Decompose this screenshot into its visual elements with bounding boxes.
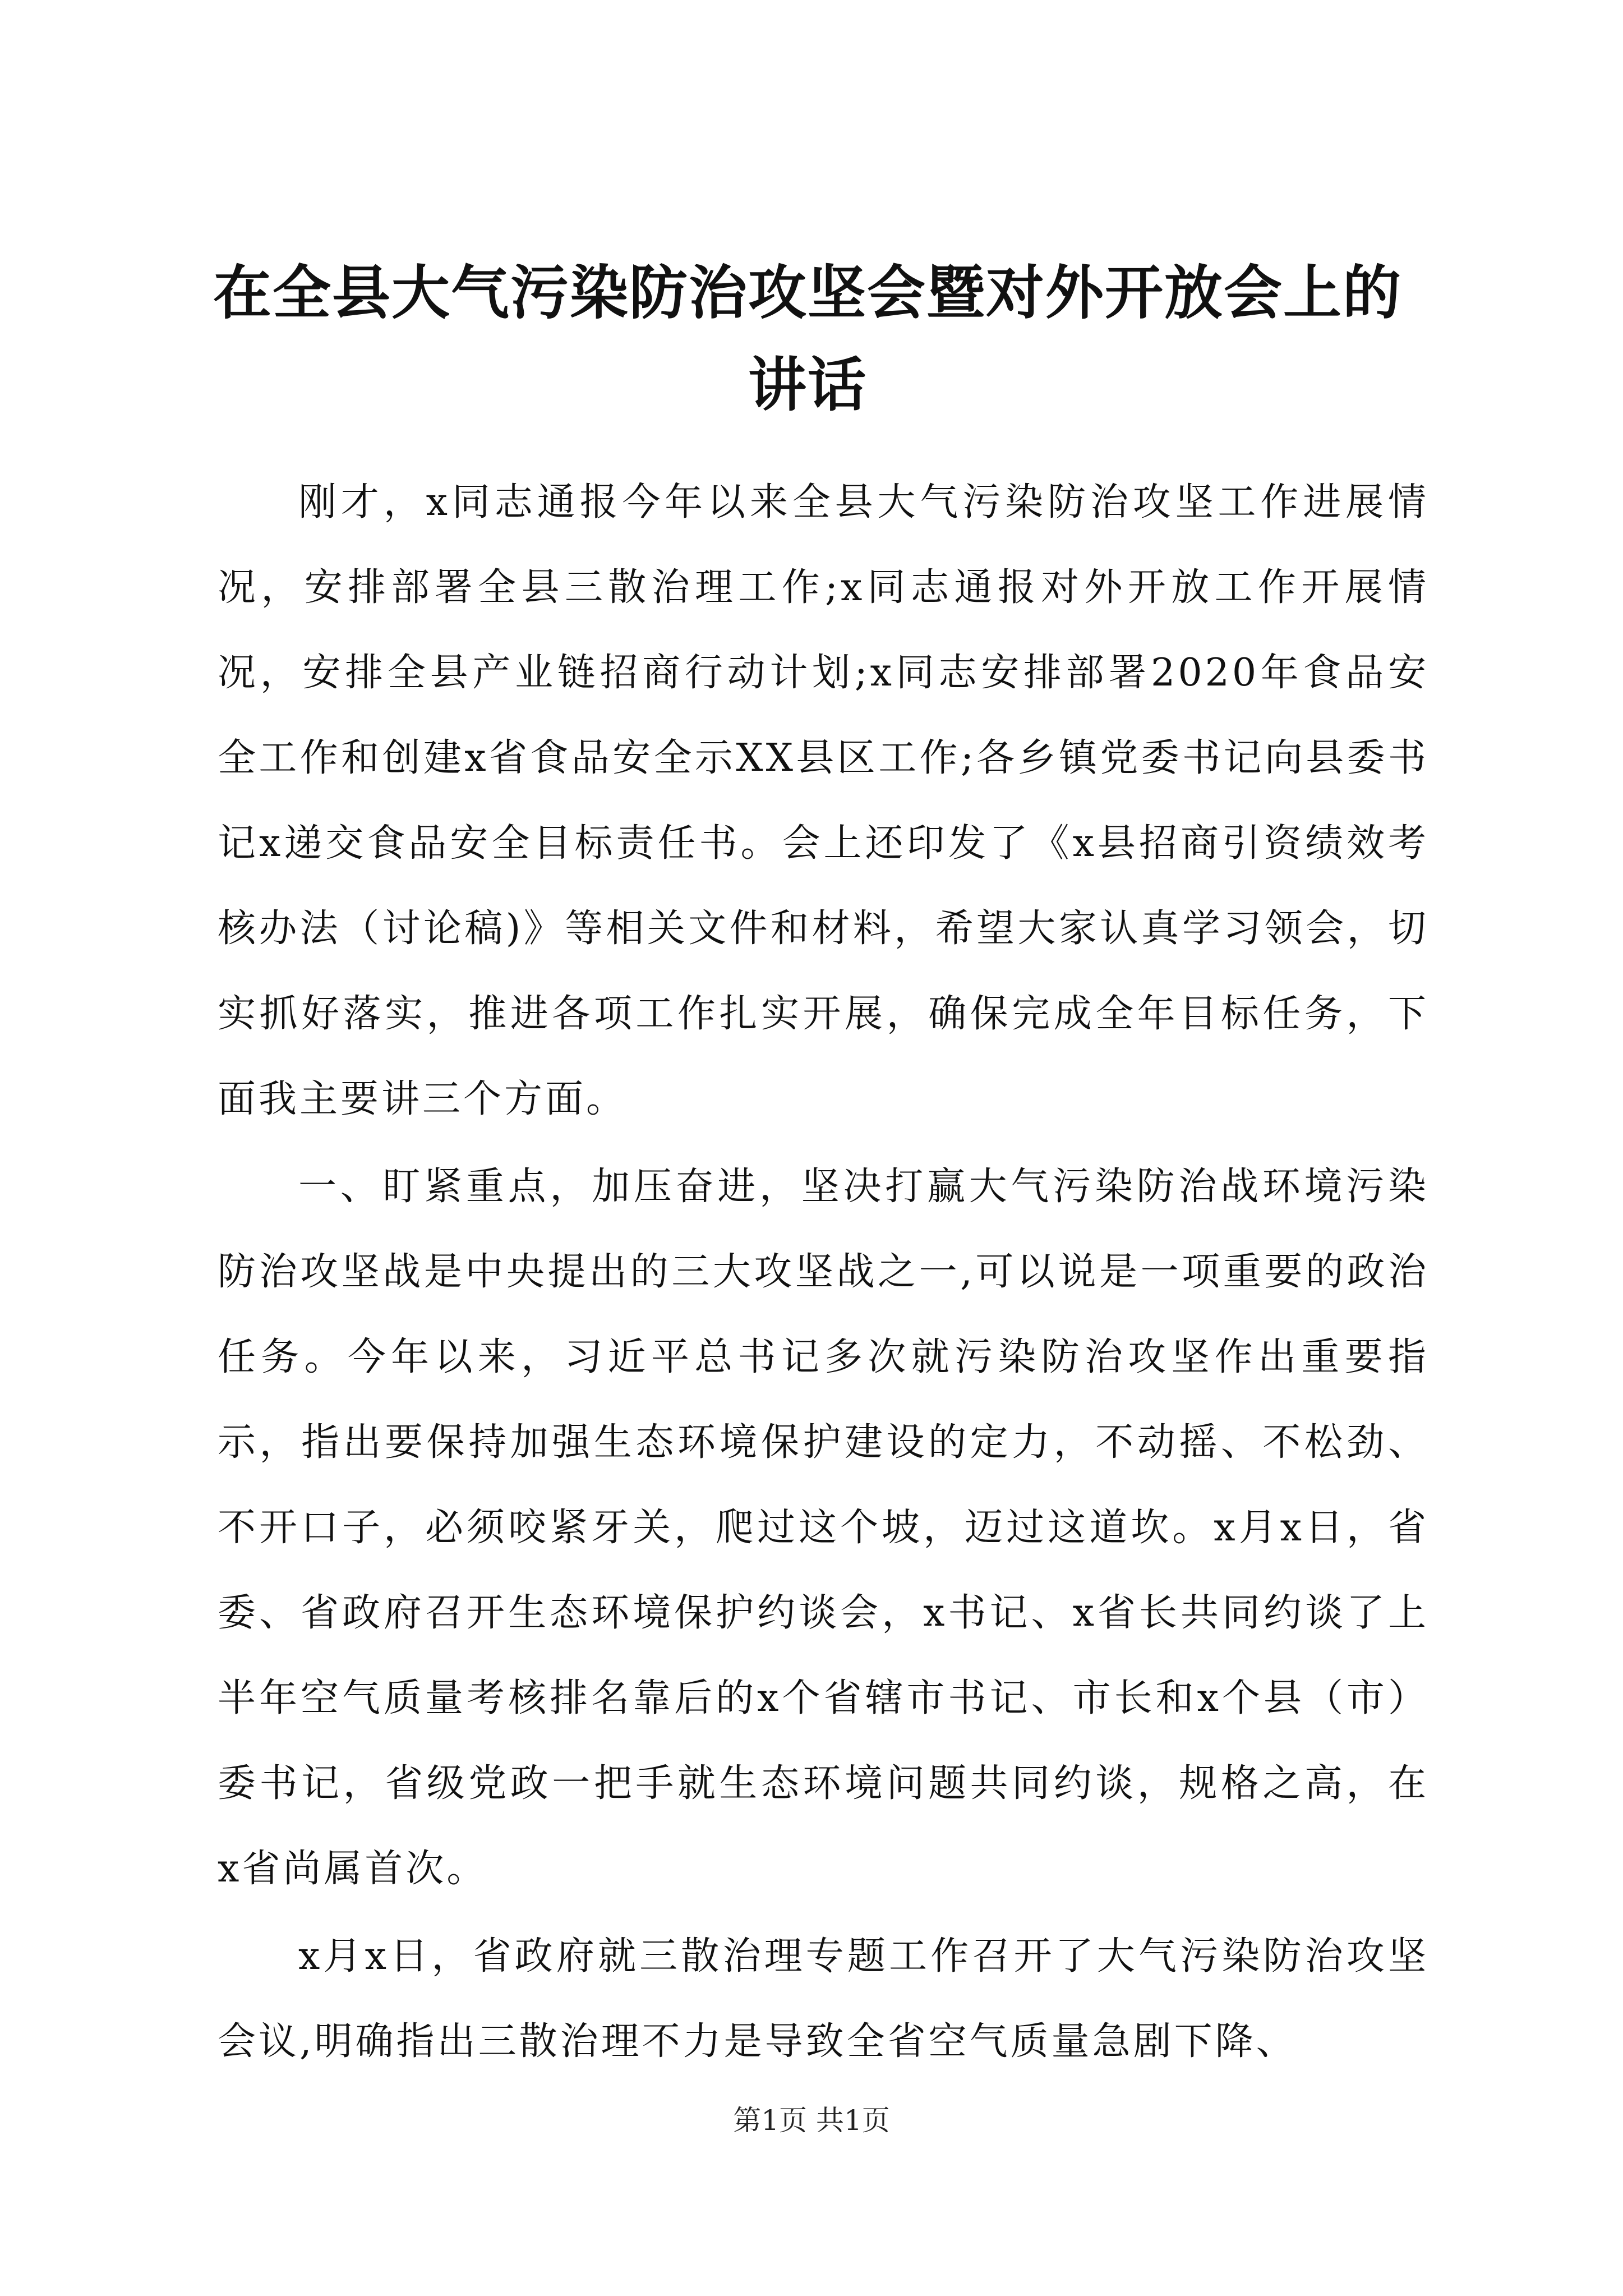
body-paragraph: 刚才，x同志通报今年以来全县大气污染防治攻坚工作进展情况，安排部署全县三散治理工作;x同志通报对外开放工作开展情况，安排全县产业链招商行动计划;x同志安排部署2020年食品安全工作和创建x省食品安全示XX县区工作;各乡镇党委书记向县委书记x递交食品安全目标责任书。会上还印发了《x县招商引资绩效考核办法（讨论稿)》等相关文件和材料，希望大家认真学习领会，切实抓好落实，推进各项工作扎实开展，确保完成全年目标任务，下面我主要讲三个方面。 (218, 480, 1429, 1121)
document-body (218, 460, 1429, 2087)
document-title: 在全县大气污染防治攻坚会暨对外开放会上的讲话 (213, 258, 1402, 419)
body-paragraph: x月x日，省政府就三散治理专题工作召开了大气污染防治攻坚会议,明确指出三散治理不力是导致全省空气质量急剧下降、 (218, 1934, 1429, 2064)
page-number-footer: 第1页 共1页 (733, 2104, 890, 2137)
body-paragraph: 一、盯紧重点，加压奋进，坚决打赢大气污染防治战环境污染防治攻坚战是中央提出的三大攻坚战之一,可以说是一项重要的政治任务。今年以来，习近平总书记多次就污染防治攻坚作出重要指示，指出要保持加强生态环境保护建设的定力，不动摇、不松劲、不开口子，必须咬紧牙关，爬过这个坡，迈过这道坎。x月x日，省委、省政府召开生态环境保护约谈会，x书记、x省长共同约谈了上半年空气质量考核排名靠后的x个省辖市书记、市长和x个县（市）委书记，省级党政一把手就生态环境问题共同约谈，规格之高，在x省尚属首次。 (218, 1165, 1429, 1891)
